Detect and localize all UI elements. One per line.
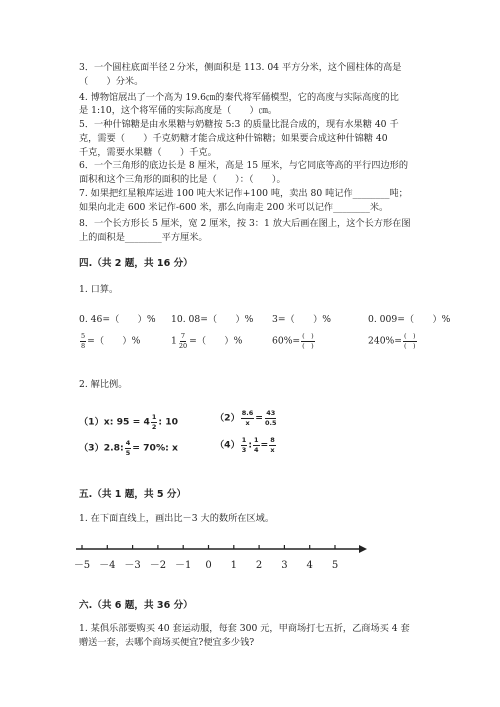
- number-line-tick-label: －1: [175, 560, 192, 571]
- number-line-tick-label: 1: [230, 560, 237, 571]
- section-6-title: 六.（共 6 题，共 36 分）: [79, 600, 193, 611]
- q7-line2: 如果向北走 600 米记作-600 米，那么向南走 200 米可以记作________米。: [79, 202, 389, 213]
- q5-line3: 千克，需要水果糖（ ）千克。: [79, 147, 217, 158]
- number-line-tick-label: 2: [255, 560, 263, 571]
- q8-line2: 上的面积是________平方厘米。: [79, 232, 208, 243]
- calc-4: 0. 009=（ ）%: [368, 314, 451, 325]
- q6-line2: 面积和这个三角形的面积的比是（ ）：（ ）。: [79, 174, 286, 185]
- number-line-tick-label: 3: [281, 560, 288, 571]
- number-line-tick-label: 4: [306, 560, 313, 571]
- calc-5: $\frac{5}{8}$ =（ ）%: [81, 332, 141, 350]
- section-5-title: 五.（共 1 题，共 5 分）: [79, 489, 187, 500]
- q8-line1: 8．一个长方形长 5 厘米，宽 2 厘米，按 3：1 放大后画在图上，这个长方形在图: [79, 218, 411, 229]
- proportion-2: （2） $\frac{8.6}{x}$ = $\frac{43}{0.5}$: [215, 409, 277, 427]
- proportion-4: （4） $\frac{1}{3}$ : $\frac{1}{4}$ = $\frac{8}{x}$: [215, 436, 275, 454]
- calc-2: 10. 08=（ ）%: [171, 314, 254, 325]
- number-line-tick-label: －3: [124, 560, 141, 571]
- s4-q1-label: 1. 口算。: [79, 284, 119, 295]
- calc-1: 0. 46=（ ）%: [79, 314, 156, 325]
- q4-line2: 是 1:10，这个将军俑的实际高度是（ ）㎝。: [79, 105, 278, 116]
- number-line: [72, 538, 372, 578]
- calc-6: 1 $\frac{7}{20}$ =（ ）%: [171, 332, 243, 350]
- s5-q1-label: 1. 在下面直线上，画出比－3 大的数所在区域。: [79, 513, 275, 524]
- number-line-tick-label: －5: [73, 560, 91, 571]
- s6-q1-line2: 赠送一套，去哪个商场买便宜?便宜多少钱?: [79, 637, 255, 648]
- q6-line1: 6．一个三角形的底边长是 8 厘米，高是 15 厘米，与它同底等高的平行四边形的: [79, 160, 409, 171]
- q3-line2: （ ）分米。: [79, 76, 144, 87]
- proportion-3: （3）2.8: $\frac{4}{5}$ = 70%: x: [79, 439, 178, 457]
- number-line-tick-label: 0: [205, 560, 212, 571]
- number-line-arrow: [359, 545, 367, 553]
- calc-3: 3=（ ）%: [272, 314, 332, 325]
- proportion-1: （1）x: 95 = 4 $\frac{1}{2}$ : 10: [79, 413, 179, 431]
- calc-7: 60%= $\frac{( )}{( )}$: [272, 332, 314, 350]
- calc-8: 240%= $\frac{( )}{( )}$: [368, 332, 416, 350]
- q3-line1: 3．一个圆柱底面半径２分米，侧面积是 113. 04 平方分米，这个圆柱体的高是: [79, 62, 402, 73]
- q5-line2: 克，需要（ ）千克奶糖才能合成这种什锦糖；如果要合成这种什锦糖 40: [79, 133, 388, 144]
- q7-line1: 7. 如果把红星粮库运进 100 吨大米记作+100 吨，卖出 80 吨记作________吨；: [79, 188, 408, 199]
- number-line-tick-label: －2: [149, 560, 167, 571]
- number-line-tick-label: 5: [331, 560, 339, 571]
- q4-line1: 4. 博物馆展出了一个高为 19.6㎝的秦代将军俑模型，它的高度与实际高度的比: [79, 92, 399, 103]
- s6-q1-line1: 1. 某俱乐部要购买 40 套运动服，每套 300 元，甲商场打七五折，乙商场买 4 套: [79, 623, 410, 634]
- s4-q2-label: 2. 解比例。: [79, 379, 128, 390]
- section-4-title: 四.（共 2 题，共 16 分）: [79, 258, 193, 269]
- number-line-tick-label: －4: [99, 560, 116, 571]
- q5-line1: 5．一种什锦糖是由水果糖与奶糖按 5:3 的质量比混合成的，现有水果糖 40 千: [79, 119, 399, 130]
